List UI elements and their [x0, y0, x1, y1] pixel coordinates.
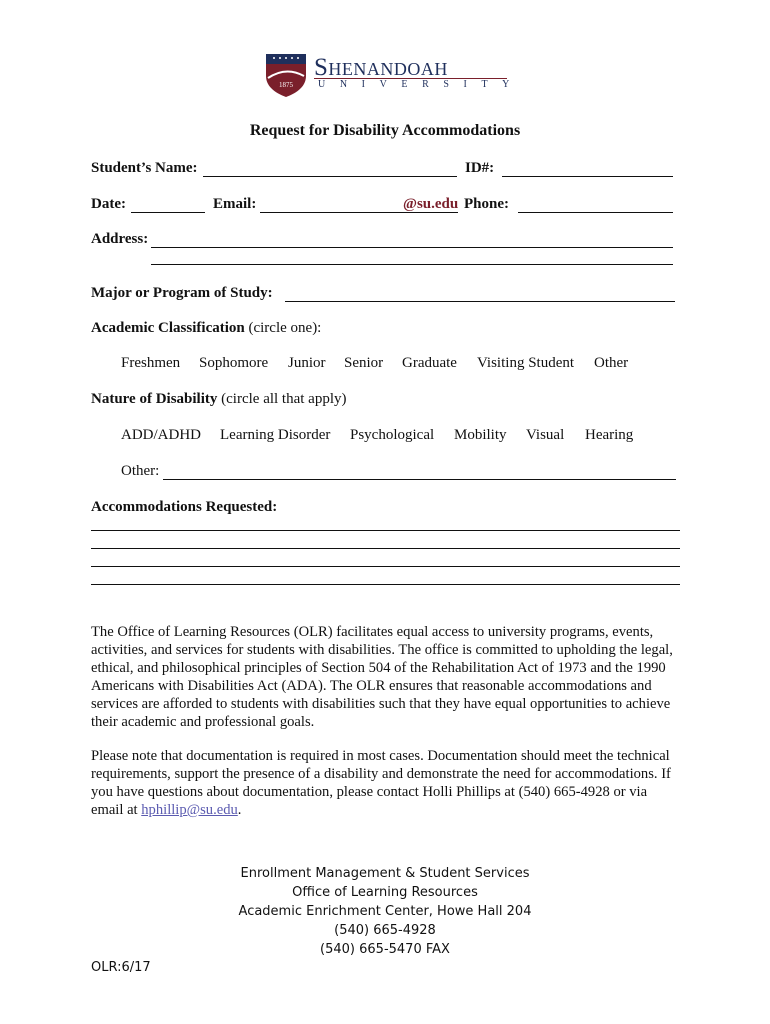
footer-line-2: Office of Learning Resources	[292, 885, 478, 900]
student-name-label: Student’s Name:	[91, 160, 198, 176]
footer-line-3: Academic Enrichment Center, Howe Hall 204	[238, 904, 532, 919]
email-label: Email:	[213, 196, 257, 212]
disability-other-field[interactable]	[163, 479, 676, 480]
olr-description	[91, 623, 681, 731]
accommodations-line-3[interactable]	[91, 566, 680, 567]
classification-heading	[91, 320, 321, 337]
page-title: Request for Disability Accommodations	[249, 122, 521, 139]
disability-hint: (circle all that apply)	[217, 391, 347, 407]
paragraph-documentation	[91, 747, 681, 819]
id-label: ID#:	[465, 160, 495, 176]
disability-option-hearing[interactable]: Hearing	[585, 427, 634, 443]
logo-subtitle: UNIVERSITY	[318, 79, 524, 90]
shield-logo-icon	[264, 52, 308, 98]
documentation-end: .	[237, 802, 242, 818]
disability-option-add-adhd[interactable]: ADD/ADHD	[121, 427, 201, 443]
address-label: Address:	[91, 231, 149, 247]
documentation-note	[91, 747, 681, 819]
disability-option-psychological[interactable]: Psychological	[350, 427, 435, 443]
accommodations-label: Accommodations Requested:	[91, 499, 278, 515]
major-field[interactable]	[285, 301, 675, 302]
footer-line-5: (540) 665-5470 FAX	[320, 942, 450, 957]
footer-line-1: Enrollment Management & Student Services	[240, 866, 530, 881]
classification-option-junior[interactable]: Junior	[288, 355, 326, 371]
classification-label: Academic Classification	[91, 320, 245, 336]
classification-option-other[interactable]: Other	[594, 355, 629, 371]
university-logo	[264, 52, 524, 98]
id-field[interactable]	[502, 176, 673, 177]
disability-option-mobility[interactable]: Mobility	[454, 427, 507, 443]
accommodations-line-2[interactable]	[91, 548, 680, 549]
date-field[interactable]	[131, 212, 205, 213]
major-label: Major or Program of Study:	[91, 285, 273, 301]
footer-line-4: (540) 665-4928	[334, 923, 436, 938]
classification-option-freshmen[interactable]: Freshmen	[121, 355, 181, 371]
disability-heading	[91, 391, 347, 408]
office-contact-footer	[0, 864, 770, 959]
phone-label: Phone:	[464, 196, 509, 212]
logo-name: Shenandoah	[314, 54, 448, 81]
classification-option-graduate[interactable]: Graduate	[402, 355, 457, 371]
disability-other-label: Other:	[121, 463, 160, 479]
address-field-line2[interactable]	[151, 264, 673, 265]
email-domain: @su.edu	[403, 196, 459, 212]
phone-field[interactable]	[518, 212, 673, 213]
accommodations-line-4[interactable]	[91, 584, 680, 585]
classification-hint: (circle one):	[244, 320, 322, 336]
date-label: Date:	[91, 196, 126, 212]
classification-option-sophomore[interactable]: Sophomore	[199, 355, 269, 371]
classification-option-visiting-student[interactable]: Visiting Student	[477, 355, 575, 371]
disability-option-visual[interactable]: Visual	[526, 427, 565, 443]
logo-year: 1875	[279, 81, 293, 89]
disability-label: Nature of Disability	[91, 391, 218, 407]
paragraph-olr-mission: The Office of Learning Resources (OLR) facilitates equal access to university programs, events, activities, and services for students with disabilities. The office is committed to upholding the legal, ethical, and philosophical principles of Section 504 of the Rehabilitation Act of 1973 and the 1990 Americans with Disabilities Act (ADA). The OLR ensures that reasonable accommodations and services are afforded to students with disabilities such that they have equal opportunities to achieve their academic and professional goals.	[91, 624, 673, 730]
form-code: OLR:6/17	[91, 960, 151, 975]
disability-option-learning-disorder[interactable]: Learning Disorder	[220, 427, 331, 443]
contact-email-link[interactable]: hphillip@su.edu	[141, 802, 238, 818]
student-name-field[interactable]	[203, 176, 457, 177]
classification-option-senior[interactable]: Senior	[344, 355, 384, 371]
documentation-text: Please note that documentation is required in most cases. Documentation should meet the technical requirements, support the presence of a disability and demonstrate the need for accommodations. If you have questions about documentation, please contact Holli Phillips at (540) 665-4928 or via email at	[91, 748, 671, 818]
address-field-line1[interactable]	[151, 247, 673, 248]
accommodations-line-1[interactable]	[91, 530, 680, 531]
